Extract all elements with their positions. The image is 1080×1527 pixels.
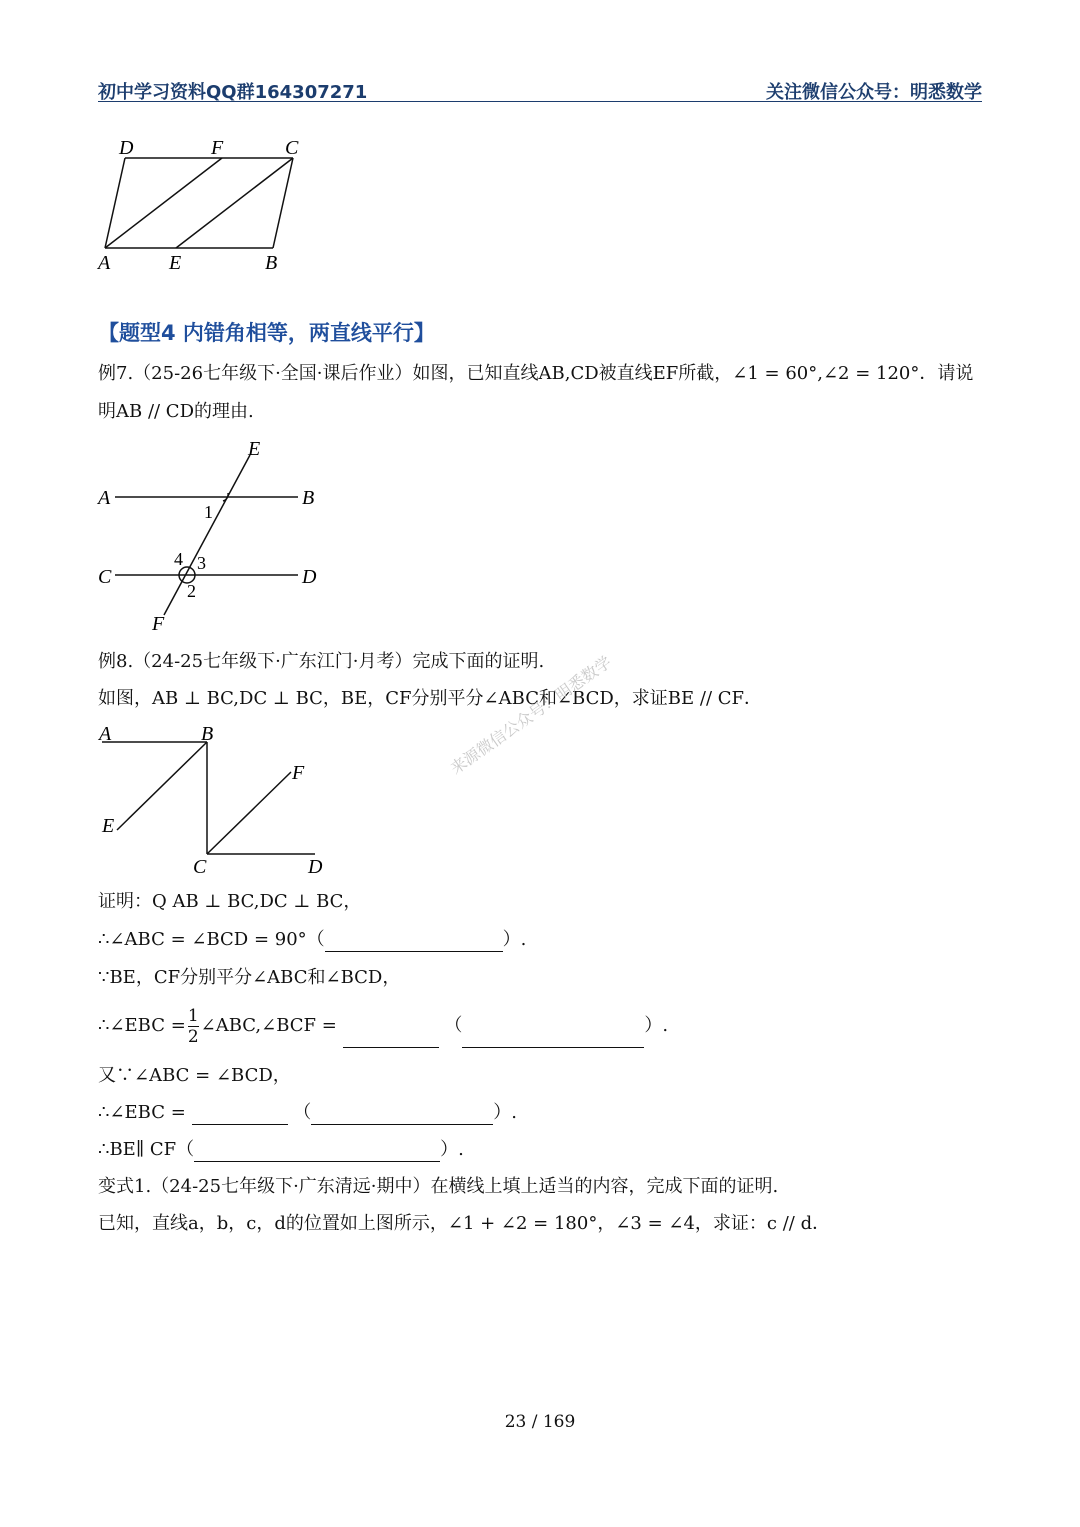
page-number: 23 / 169	[504, 1412, 576, 1432]
fig2-label-B: B	[302, 487, 315, 509]
proof-line-3: ∵BE，CF分别平分∠ABC和∠BCD，	[98, 967, 401, 988]
fraction-denominator: 2	[187, 1026, 199, 1047]
proof-line-2	[98, 928, 526, 952]
fraction-numerator: 1	[187, 1005, 199, 1026]
example7-line2: 明AB // CD的理由.	[98, 401, 254, 422]
proof-line-5: 又∵∠ABC = ∠BCD，	[98, 1065, 291, 1086]
fig2-label-D: D	[302, 566, 317, 588]
proof-line-4-end: ）.	[644, 1015, 669, 1036]
fig3-label-A: A	[99, 723, 112, 745]
header-left: 初中学习资料QQ群164307271	[98, 82, 368, 103]
proof-blank-5[interactable]	[311, 1106, 493, 1125]
section-title: 【题型4 内错角相等，两直线平行】	[98, 321, 435, 345]
fig1-label-C: C	[285, 137, 299, 159]
variant1-line2: 已知，直线a，b，c，d的位置如上图所示，∠1 + ∠2 = 180°，∠3 = ∠4，求证：c // d．	[98, 1213, 831, 1234]
proof-line-4-paren-open: （	[444, 1015, 463, 1036]
proof-blank-6[interactable]	[194, 1143, 440, 1162]
figure-parallelogram	[90, 130, 330, 280]
fraction-one-half	[188, 1006, 199, 1047]
fig2-angle-3: 3	[197, 553, 206, 573]
proof-line-6-end: ）.	[493, 1102, 518, 1123]
fig3-label-E: E	[102, 815, 115, 837]
header-right: 关注微信公众号：明悉数学	[766, 82, 982, 103]
figure-transversal	[90, 435, 340, 635]
proof-line-7-start: ∴BE∥ CF（	[98, 1139, 195, 1160]
proof-line-7	[98, 1138, 464, 1162]
fig1-label-F: F	[211, 137, 224, 159]
proof-line-6	[98, 1101, 517, 1125]
proof-line-4	[98, 1004, 668, 1048]
variant1-line1: 变式1.（24-25七年级下·广东清远·期中）在横线上填上适当的内容，完成下面的证明.	[98, 1176, 779, 1197]
fig1-label-B: B	[265, 252, 278, 274]
proof-blank-2[interactable]	[343, 1029, 439, 1048]
proof-line-7-end: ）.	[440, 1139, 464, 1160]
example7-line1: 例7.（25-26七年级下·全国·课后作业）如图，已知直线AB,CD被直线EF所截，∠1 = 60°,∠2 = 120°．请说	[98, 363, 974, 384]
proof-line-4-mid: ∠ABC,∠BCF =	[200, 1015, 337, 1036]
proof-blank-4[interactable]	[192, 1106, 288, 1125]
example8-line1: 例8.（24-25七年级下·广东江门·月考）完成下面的证明.	[98, 651, 545, 672]
figure-z-shape	[90, 720, 340, 880]
fig2-label-A: A	[98, 487, 111, 509]
proof-blank-1[interactable]	[325, 933, 503, 952]
fig2-label-C: C	[98, 566, 112, 588]
proof-line-1: 证明：Q AB ⊥ BC,DC ⊥ BC，	[98, 891, 362, 912]
fig3-label-D: D	[308, 856, 323, 878]
proof-line-2-text: ∴∠ABC = ∠BCD = 90°（	[98, 929, 325, 950]
fig1-label-A: A	[98, 252, 111, 274]
fig2-angle-1: 1	[204, 502, 213, 522]
fig1-label-E: E	[169, 252, 182, 274]
proof-line-6-start: ∴∠EBC =	[98, 1102, 186, 1123]
fig3-label-F: F	[292, 762, 305, 784]
watermark: 来源微信公众号：明悉数学	[446, 652, 615, 779]
fig2-label-E: E	[248, 438, 261, 460]
fig2-angle-4: 4	[174, 549, 183, 569]
fig2-label-F: F	[152, 613, 165, 635]
header-divider	[98, 101, 982, 102]
fig3-label-B: B	[201, 723, 214, 745]
proof-line-4-start: ∴∠EBC =	[98, 1015, 186, 1036]
fig3-label-C: C	[193, 856, 207, 878]
proof-line-2-end: ）.	[502, 929, 527, 950]
proof-line-6-paren-open: （	[293, 1102, 312, 1123]
fig1-label-D: D	[119, 137, 134, 159]
proof-blank-3[interactable]	[462, 1029, 644, 1048]
example8-line2: 如图，AB ⊥ BC,DC ⊥ BC，BE，CF分别平分∠ABC和∠BCD，求证BE // CF．	[98, 688, 763, 709]
fig2-angle-2: 2	[187, 581, 196, 601]
